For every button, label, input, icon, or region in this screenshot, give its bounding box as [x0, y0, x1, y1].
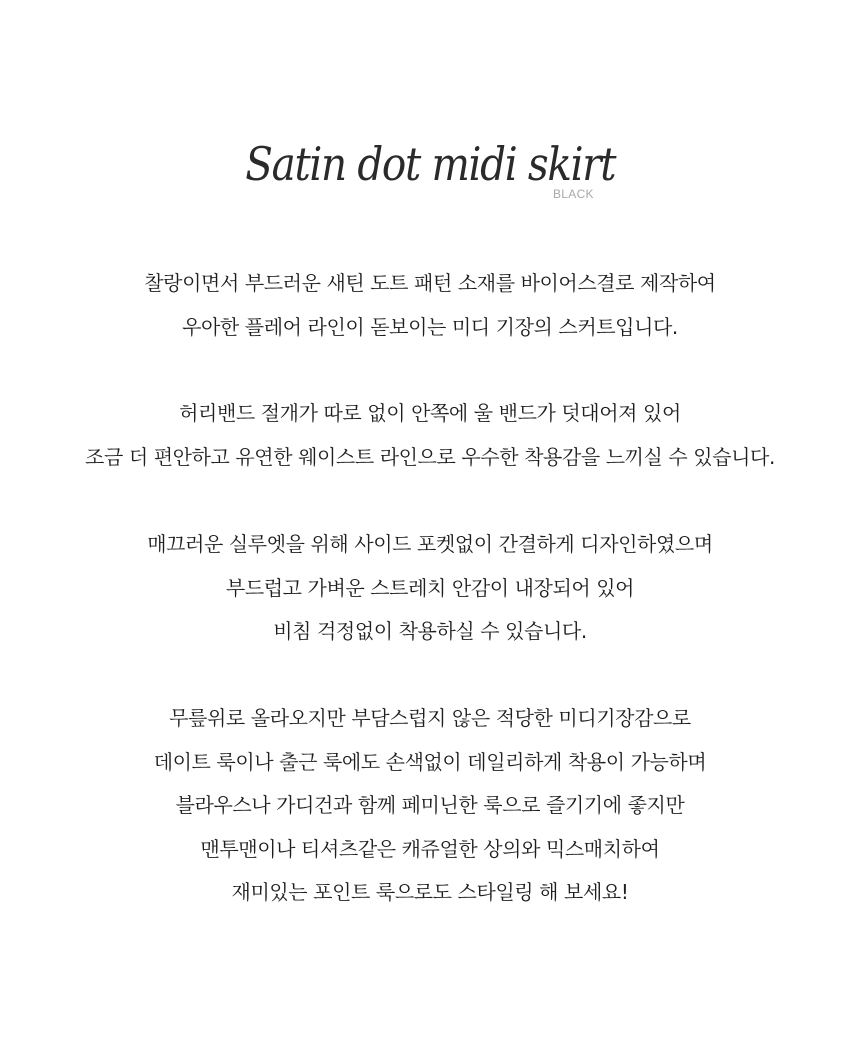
- description-paragraph-4: [0, 697, 860, 915]
- product-color-label: BLACK: [553, 187, 594, 201]
- description-line: 블라우스나 가디건과 함께 페미닌한 룩으로 즐기기에 좋지만: [175, 793, 685, 817]
- description-line: 비침 걱정없이 착용하실 수 있습니다.: [273, 619, 587, 643]
- description-paragraph-3: [0, 523, 860, 654]
- description-line: 재미있는 포인트 룩으로도 스타일링 해 보세요!: [231, 880, 629, 904]
- description-line: 맨투맨이나 티셔츠같은 캐쥬얼한 상의와 믹스매치하여: [200, 836, 660, 861]
- description-paragraph-1: [0, 262, 860, 349]
- product-title-block: [0, 128, 860, 200]
- product-title: Satin dot midi skirt: [245, 137, 615, 191]
- description-line: 허리밴드 절개가 따로 없이 안쪽에 울 밴드가 덧대어져 있어: [179, 401, 681, 425]
- description-paragraph-2: [0, 392, 860, 479]
- description-line: 찰랑이면서 부드러운 새틴 도트 패턴 소재를 바이어스결로 제작하여: [144, 271, 716, 295]
- description-line: 데이트 룩이나 출근 룩에도 손색없이 데일리하게 착용이 가능하며: [153, 749, 707, 774]
- description-line: 우아한 플레어 라인이 돋보이는 미디 기장의 스커트입니다.: [182, 314, 678, 339]
- description-line: 조금 더 편안하고 유연한 웨이스트 라인으로 우수한 착용감을 느끼실 수 있습니다.: [85, 444, 775, 469]
- description-line: 부드럽고 가벼운 스트레치 안감이 내장되어 있어: [225, 575, 635, 600]
- description-line: 무릎위로 올라오지만 부담스럽지 않은 적당한 미디기장감으로: [169, 706, 691, 730]
- description-line: 매끄러운 실루엣을 위해 사이드 포켓없이 간결하게 디자인하였으며: [147, 532, 713, 556]
